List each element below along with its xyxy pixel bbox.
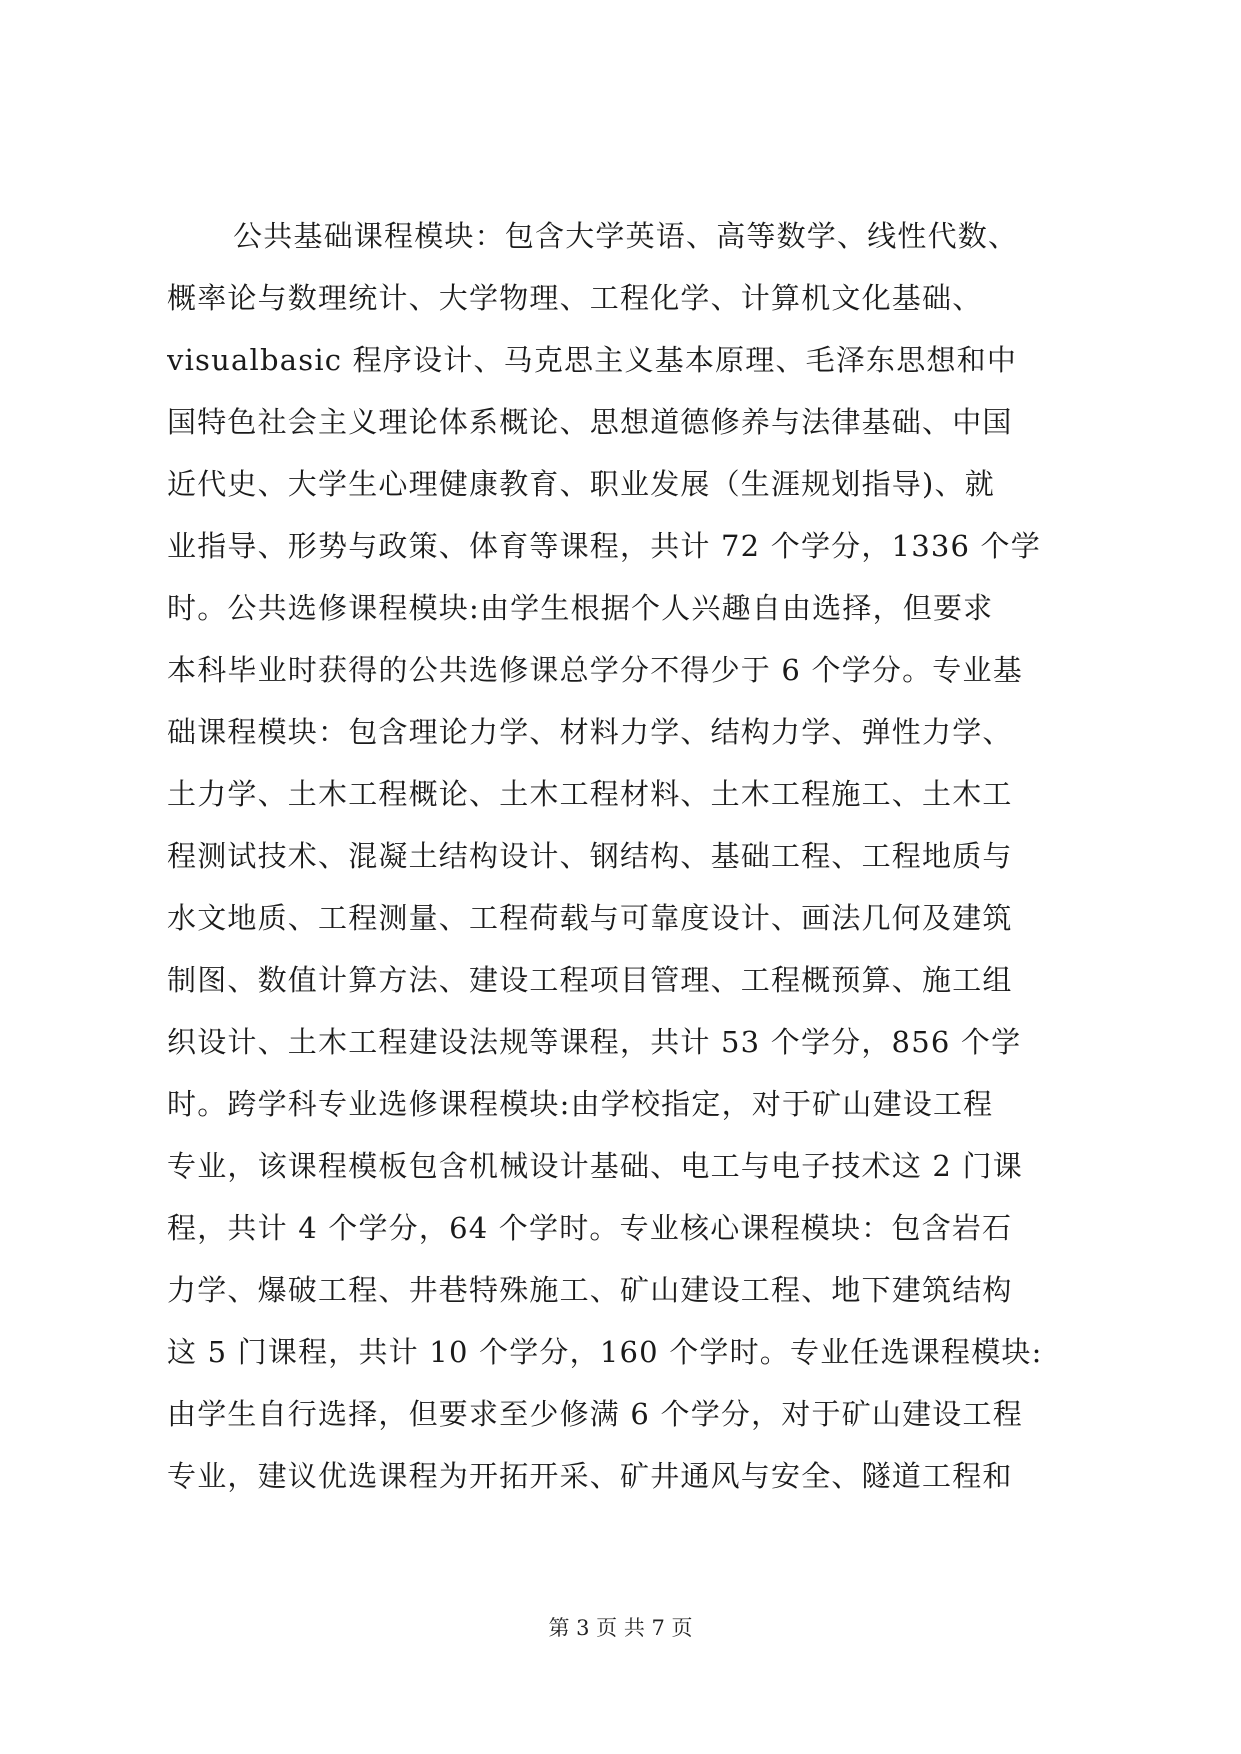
text-line: 制图、数值计算方法、建设工程项目管理、工程概预算、施工组 bbox=[167, 963, 1013, 997]
text-line: 近代史、大学生心理健康教育、职业发展（生涯规划指导)、就 bbox=[167, 467, 995, 501]
text-line: 水文地质、工程测量、工程荷载与可靠度设计、画法几何及建筑 bbox=[167, 901, 1013, 935]
text-line: 础课程模块：包含理论力学、材料力学、结构力学、弹性力学、 bbox=[167, 715, 1013, 749]
text-line: 业指导、形势与政策、体育等课程，共计 72 个学分，1336 个学 bbox=[167, 529, 1041, 563]
text-line: 织设计、土木工程建设法规等课程，共计 53 个学分，856 个学 bbox=[167, 1025, 1022, 1059]
text-line: 力学、爆破工程、井巷特殊施工、矿山建设工程、地下建筑结构 bbox=[167, 1273, 1013, 1307]
text-line: 程测试技术、混凝土结构设计、钢结构、基础工程、工程地质与 bbox=[167, 839, 1013, 873]
text-line: 时。公共选修课程模块:由学生根据个人兴趣自由选择，但要求 bbox=[167, 591, 994, 625]
text-line: 专业，该课程模板包含机械设计基础、电工与电子技术这 2 门课 bbox=[167, 1149, 1023, 1183]
text-line: 由学生自行选择，但要求至少修满 6 个学分，对于矿山建设工程 bbox=[167, 1397, 1023, 1431]
text-line: 本科毕业时获得的公共选修课总学分不得少于 6 个学分。专业基 bbox=[167, 653, 1023, 687]
text-line: 土力学、土木工程概论、土木工程材料、土木工程施工、土木工 bbox=[167, 777, 1013, 811]
text-line: 专业，建议优选课程为开拓开采、矿井通风与安全、隧道工程和 bbox=[167, 1459, 1013, 1493]
text-line: 概率论与数理统计、大学物理、工程化学、计算机文化基础、 bbox=[167, 281, 983, 315]
page-number-footer: 第 3 页 共 7 页 bbox=[548, 1616, 693, 1640]
text-line: 国特色社会主义理论体系概论、思想道德修养与法律基础、中国 bbox=[167, 405, 1013, 439]
body-paragraph bbox=[167, 205, 1087, 1507]
text-line: 程，共计 4 个学分，64 个学时。专业核心课程模块：包含岩石 bbox=[167, 1211, 1013, 1245]
text-line: 这 5 门课程，共计 10 个学分，160 个学时。专业任选课程模块: bbox=[167, 1335, 1043, 1369]
text-line: 时。跨学科专业选修课程模块:由学校指定，对于矿山建设工程 bbox=[167, 1087, 994, 1121]
text-line: visualbasic 程序设计、马克思主义基本原理、毛泽东思想和中 bbox=[167, 343, 1018, 377]
text-line: 公共基础课程模块：包含大学英语、高等数学、线性代数、 bbox=[233, 219, 1019, 253]
